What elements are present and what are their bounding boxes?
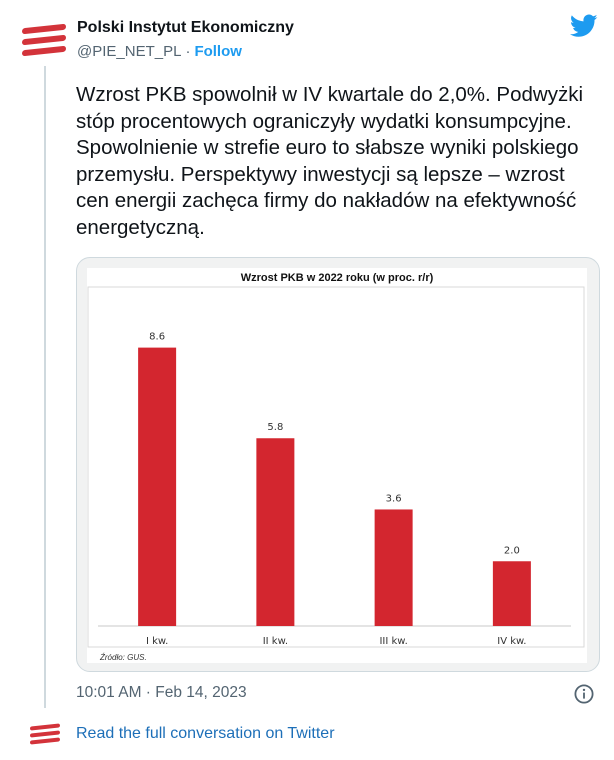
author-name[interactable]: Polski Instytut Ekonomiczny xyxy=(77,19,294,36)
logo-stripe xyxy=(22,24,66,35)
tweet-text: Wzrost PKB spowolnił w IV kwartale do 2,0%. Podwyżki stóp procentowych ograniczyły wydatki konsumpcyjne. Spowolnienie w strefie euro to słabsze wyniki polskiego przemysłu. Perspektywy inwestycji są lepsze – wzrost cen energii zachęca firmy do nakładów na efektywność energetyczną. xyxy=(76,83,583,239)
logo-stripe xyxy=(22,35,66,46)
author-handle[interactable]: @PIE_NET_PL xyxy=(77,43,182,60)
chart-source: Źródło: GUS. xyxy=(100,653,147,662)
x-tick-label: IV kw. xyxy=(497,636,527,647)
chart-image[interactable] xyxy=(76,257,600,672)
bar-chart xyxy=(87,268,587,663)
twitter-bird-icon[interactable] xyxy=(570,14,598,38)
bar-value-label: 8.6 xyxy=(149,331,166,343)
bar-2 xyxy=(256,438,294,626)
x-tick-label: I kw. xyxy=(145,636,169,647)
logo-stripe xyxy=(30,723,60,730)
separator-dot: · xyxy=(185,43,191,60)
bar-value-label: 2.0 xyxy=(503,545,520,557)
follow-button[interactable]: Follow xyxy=(194,43,242,60)
bar-3 xyxy=(375,509,413,626)
thread-line xyxy=(44,66,46,708)
logo-stripe xyxy=(30,730,60,737)
author-meta xyxy=(77,43,242,60)
logo-stripe xyxy=(22,46,66,57)
info-icon[interactable] xyxy=(573,683,595,705)
chart-canvas xyxy=(87,268,587,663)
chart-title: Wzrost PKB w 2022 roku (w proc. r/r) xyxy=(240,272,434,284)
tweet-timestamp[interactable]: 10:01 AM · Feb 14, 2023 xyxy=(76,684,247,701)
logo-stripe xyxy=(30,737,60,744)
bar-value-label: 5.8 xyxy=(267,422,284,434)
x-tick-label: III kw. xyxy=(379,636,408,647)
author-avatar[interactable] xyxy=(22,22,66,58)
footer-logo xyxy=(30,723,60,745)
bar-4 xyxy=(493,561,531,626)
read-conversation-link[interactable]: Read the full conversation on Twitter xyxy=(76,725,335,742)
bars-layer xyxy=(138,332,531,647)
bar-1 xyxy=(138,348,176,626)
bar-value-label: 3.6 xyxy=(385,493,402,505)
x-tick-label: II kw. xyxy=(262,636,289,647)
